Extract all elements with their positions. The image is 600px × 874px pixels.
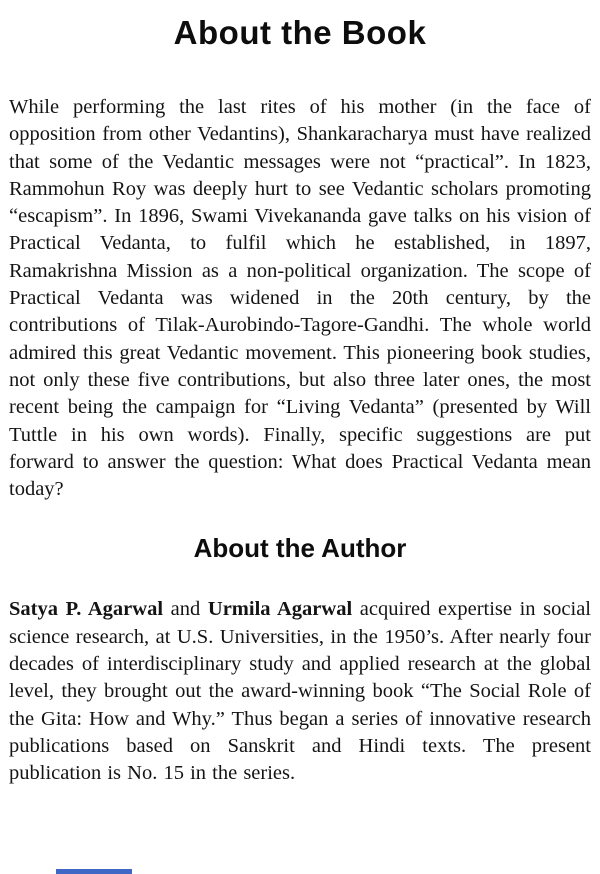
about-book-heading: About the Book (173, 14, 427, 51)
author-paragraph-rest: acquired expertise in social science research, at U.S. Universities, in the 1950’s. After nearly four decades of interdisciplinary study and applied research at the global level, they brought out the award-winning book “The Social Role of the Gita: How and Why.” Thus began a series of innovative research publications based on Sanskrit and Hindi texts. The present publication is No. 15 in the series. (9, 598, 592, 785)
author-name-satya: Satya P. Agarwal (9, 598, 164, 621)
about-book-paragraph: While performing the last rites of his mother (in the face of opposition from other Vedantins), Shankaracharya must have realized that some of the Vedantic messages were not “practical”. In 1823, Rammohun Roy was deeply hurt to see Vedantic scholars promoting “escapism”. In 1896, Swami Vivekananda gave talks on his vision of Practical Vedanta, to fulfil which he established, in 1897, Ramakrishna Mission as a non-political organization. The scope of Practical Vedanta was widened in the 20th century, by the contributions of Tilak-Aurobindo-Tagore-Gandhi. The whole world admired this great Vedantic movement. This pioneering book studies, not only these five contributions, but also three later ones, the most recent being the campaign for “Living Vedanta” (presented by Will Tuttle in his own words). Finally, specific suggestions are put forward to answer the question: What does Practical Vedanta mean today? (9, 96, 591, 501)
author-name-urmila: Urmila Agarwal (207, 598, 353, 621)
about-author-heading: About the Author (193, 533, 407, 564)
bottom-blue-accent-bar (56, 869, 132, 874)
about-author-paragraph (0, 596, 600, 787)
author-conjunction: and (163, 598, 208, 621)
